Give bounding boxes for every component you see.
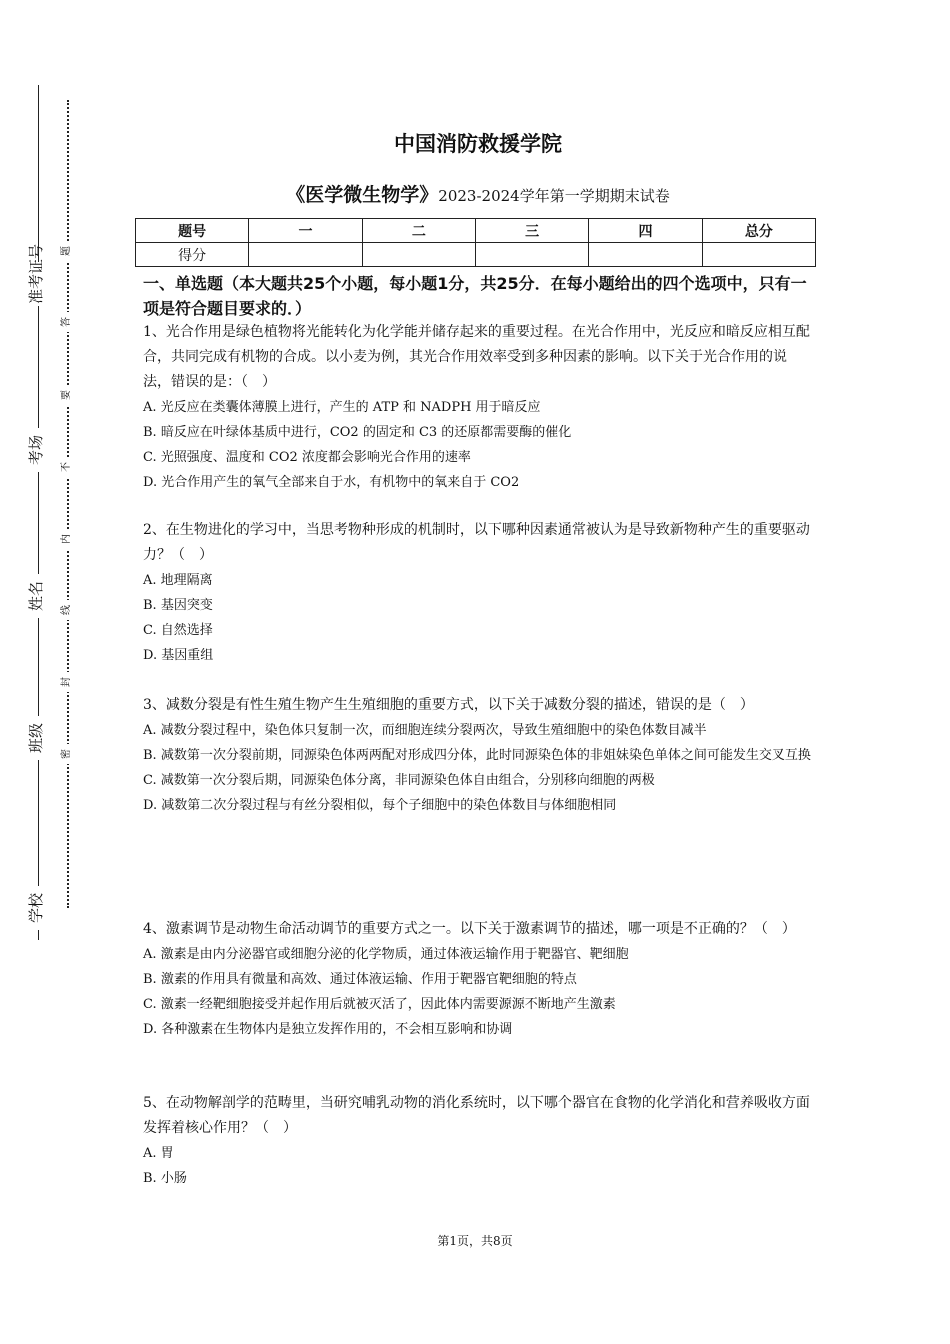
question-stem: 4、激素调节是动物生命活动调节的重要方式之一。以下关于激素调节的描述，哪一项是不正确的？（ ） — [143, 921, 796, 937]
score-cell: 四 — [589, 219, 702, 243]
binding-line — [38, 85, 39, 940]
option: B. 减数第一次分裂前期，同源染色体两两配对形成四分体，此时同源染色体的非姐妹染色单体之间可能发生交叉互换 — [143, 748, 811, 763]
score-cell: 得分 — [136, 243, 249, 267]
option: C. 减数第一次分裂后期，同源染色体分离，非同源染色体自由组合，分别移向细胞的两极 — [143, 773, 655, 788]
option: C. 自然选择 — [143, 623, 213, 638]
question-5 — [143, 1091, 813, 1191]
exam-room-label: 考场 — [26, 428, 46, 472]
question-1 — [143, 320, 813, 495]
name-label: 姓名 — [26, 574, 46, 618]
exam-subtitle — [143, 180, 813, 207]
option: A. 减数分裂过程中，染色体只复制一次，而细胞连续分裂两次，导致生殖细胞中的染色体数目减半 — [143, 723, 707, 738]
question-stem: 1、光合作用是绿色植物将光能转化为化学能并储存起来的重要过程。在光合作用中，光反应和暗反应相互配合，共同完成有机物的合成。以小麦为例，其光合作用效率受到多种因素的影响。以下关于光合作用的说法，错误的是：（ ） — [143, 324, 810, 390]
seal-char: 线 — [60, 600, 74, 620]
option: A. 光反应在类囊体薄膜上进行，产生的 ATP 和 NADPH 用于暗反应 — [143, 400, 541, 415]
score-cell: 总分 — [702, 219, 815, 243]
option: A. 地理隔离 — [143, 573, 213, 588]
score-cell: 二 — [362, 219, 475, 243]
seal-char: 封 — [60, 672, 74, 692]
option: D. 减数第二次分裂过程与有丝分裂相似，每个子细胞中的染色体数目与体细胞相同 — [143, 798, 617, 813]
score-table-header-row — [136, 219, 816, 243]
option: D. 光合作用产生的氧气全部来自于水，有机物中的氧来自于 CO2 — [143, 475, 520, 490]
option: C. 光照强度、温度和 CO2 浓度都会影响光合作用的速率 — [143, 450, 471, 465]
section-heading: 一、单选题（本大题共25个小题，每小题1分，共25分．在每小题给出的四个选项中，只有一项是符合题目要求的．） — [143, 274, 807, 318]
score-input-cell[interactable] — [475, 243, 588, 267]
score-cell: 一 — [249, 219, 362, 243]
seal-char: 内 — [60, 529, 74, 549]
seal-char: 题 — [60, 241, 74, 261]
binding-strip — [0, 0, 110, 1344]
option: B. 小肠 — [143, 1171, 187, 1186]
seal-char: 答 — [60, 312, 74, 332]
option: C. 激素一经靶细胞接受并起作用后就被灭活了，因此体内需要源源不断地产生激素 — [143, 997, 616, 1012]
option: A. 激素是由内分泌器官或细胞分泌的化学物质，通过体液运输作用于靶器官、靶细胞 — [143, 947, 629, 962]
option: B. 激素的作用具有微量和高效、通过体液运输、作用于靶器官靶细胞的特点 — [143, 972, 577, 987]
score-cell: 题号 — [136, 219, 249, 243]
page-footer: 第1页，共8页 — [437, 1234, 513, 1248]
question-4 — [143, 917, 813, 1042]
question-stem: 5、在动物解剖学的范畴里，当研究哺乳动物的消化系统时，以下哪个器官在食物的化学消化和营养吸收方面发挥着核心作用？（ ） — [143, 1095, 810, 1136]
option: D. 各种激素在生物体内是独立发挥作用的，不会相互影响和协调 — [143, 1022, 513, 1037]
score-input-cell[interactable] — [362, 243, 475, 267]
exam-number-label: 准考证号 — [27, 243, 45, 304]
seal-char: 要 — [60, 385, 74, 405]
seal-char: 不 — [60, 457, 74, 477]
seal-dotted-line — [67, 100, 69, 908]
option: B. 暗反应在叶绿体基质中进行，CO2 的固定和 C3 的还原都需要酶的催化 — [143, 425, 572, 440]
school-title: 中国消防救援学院 — [394, 132, 562, 156]
score-cell: 三 — [475, 219, 588, 243]
question-stem: 3、减数分裂是有性生殖生物产生生殖细胞的重要方式，以下关于减数分裂的描述，错误的是（ ） — [143, 697, 754, 713]
option: D. 基因重组 — [143, 648, 214, 663]
option: B. 基因突变 — [143, 598, 213, 613]
score-input-cell[interactable] — [249, 243, 362, 267]
score-table — [135, 218, 816, 267]
score-table-row — [136, 243, 816, 267]
option: A. 胃 — [143, 1146, 174, 1161]
question-2 — [143, 518, 813, 668]
score-input-cell[interactable] — [589, 243, 702, 267]
question-stem: 2、在生物进化的学习中，当思考物种形成的机制时，以下哪种因素通常被认为是导致新物种产生的重要驱动力？（ ） — [143, 522, 810, 563]
score-input-cell[interactable] — [702, 243, 815, 267]
school-label: 学校 — [26, 886, 46, 930]
exam-term: 2023-2024学年第一学期期末试卷 — [438, 187, 670, 205]
course-title: 《医学微生物学》 — [286, 184, 439, 206]
class-label: 班级 — [26, 716, 46, 760]
seal-char: 密 — [60, 744, 74, 764]
question-3 — [143, 693, 813, 818]
